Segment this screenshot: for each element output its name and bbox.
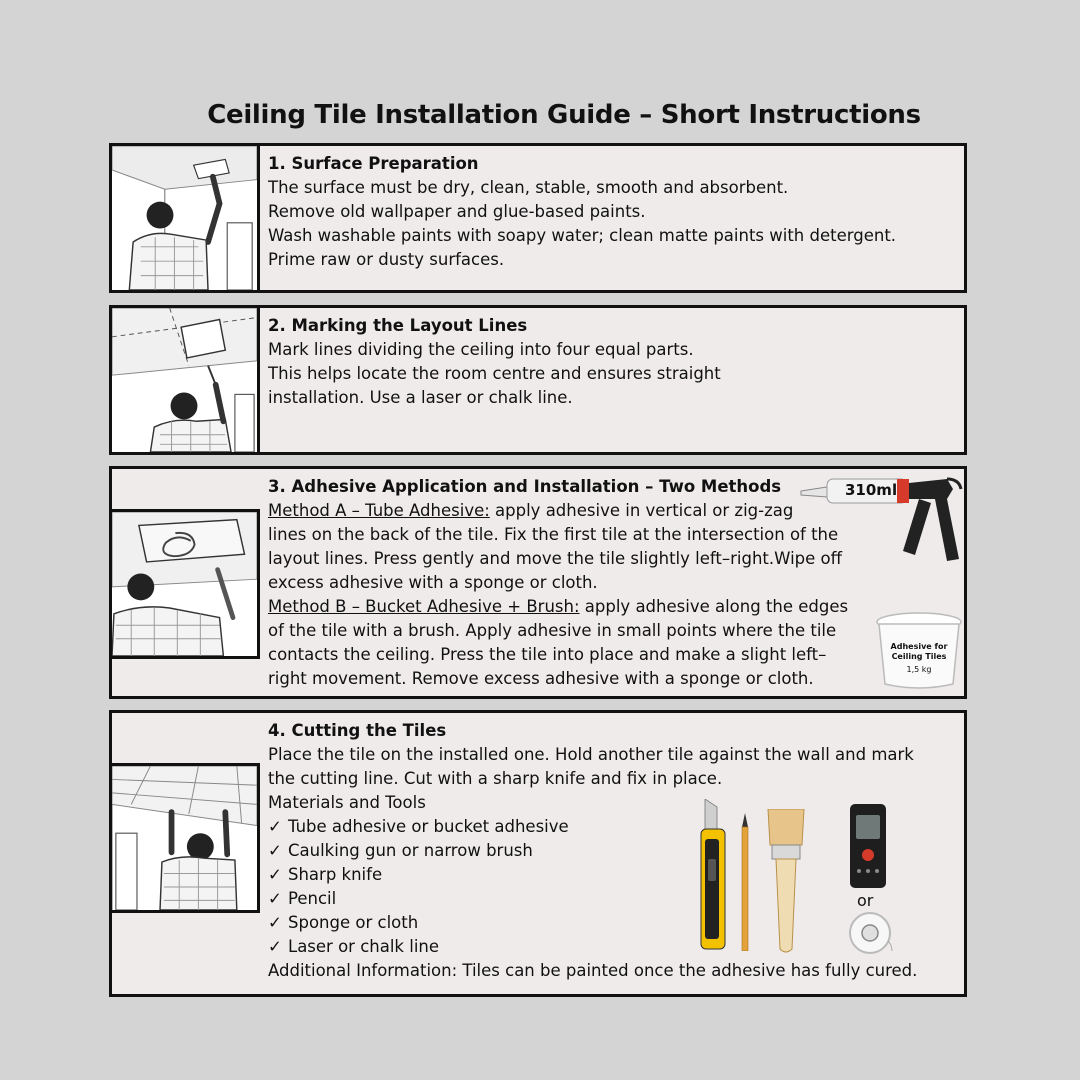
section-surface-preparation [109, 143, 967, 293]
method-b-label: Method B – Bucket Adhesive + Brush: [268, 597, 580, 616]
materials-heading: Materials and Tools [268, 793, 426, 812]
check-icon: ✓ [268, 889, 282, 908]
material-item: ✓ Caulking gun or narrow brush [268, 839, 956, 863]
adhesive-bucket-image [875, 612, 963, 692]
method-a-label: Method A – Tube Adhesive: [268, 501, 490, 520]
method-b-line: of the tile with a brush. Apply adhesive in small points where the tile [268, 621, 837, 640]
chalk-line-image [848, 911, 894, 957]
page-title: Ceiling Tile Installation Guide – Short Instructions [207, 100, 921, 130]
section-cutting-tiles [109, 710, 967, 997]
caulking-gun-image [797, 469, 967, 569]
material-item: ✓ Tube adhesive or bucket adhesive [268, 815, 956, 839]
section-4-line: the cutting line. Cut with a sharp knife and fix in place. [268, 769, 723, 788]
check-icon: ✓ [268, 865, 282, 884]
material-item: ✓ Laser or chalk line [268, 935, 956, 959]
check-icon: ✓ [268, 817, 282, 836]
bucket-weight: 1,5 kg [906, 665, 932, 674]
material-item: ✓ Sponge or cloth [268, 911, 956, 935]
section-4-heading: 4. Cutting the Tiles [268, 721, 447, 740]
section-3-heading: 3. Adhesive Application and Installation – Two Methods [268, 477, 782, 496]
section-2-line: Mark lines dividing the ceiling into four equal parts. [268, 340, 694, 359]
section-1-line: Prime raw or dusty surfaces. [268, 250, 505, 269]
section-1-line: Wash washable paints with soapy water; clean matte paints with detergent. [268, 226, 897, 245]
check-icon: ✓ [268, 913, 282, 932]
surface-preparation-illustration [109, 143, 260, 293]
section-marking-layout [109, 305, 967, 455]
method-a-line: excess adhesive with a sponge or cloth. [268, 573, 598, 592]
cutting-tiles-illustration [109, 763, 260, 913]
method-b-line: contacts the ceiling. Press the tile into place and make a slight left– [268, 645, 827, 664]
section-1-line: The surface must be dry, clean, stable, smooth and absorbent. [268, 178, 789, 197]
section-2-line: installation. Use a laser or chalk line. [268, 388, 573, 407]
material-item: ✓ Sharp knife [268, 863, 956, 887]
pencil-image [740, 813, 750, 951]
section-adhesive-application [109, 466, 967, 699]
or-label: or [857, 891, 874, 910]
method-a-line: lines on the back of the tile. Fix the first tile at the intersection of the [268, 525, 839, 544]
bucket-label-line: Ceiling Tiles [891, 652, 947, 661]
section-1-heading: 1. Surface Preparation [268, 154, 479, 173]
section-2-line: This helps locate the room centre and ensures straight [268, 364, 721, 383]
method-b-line: right movement. Remove excess adhesive with a sponge or cloth. [268, 669, 814, 688]
utility-knife-image [695, 799, 729, 951]
method-a-line: layout lines. Press gently and move the tile slightly left–right.Wipe off [268, 549, 842, 568]
adhesive-application-illustration [109, 509, 260, 659]
section-4-line: Place the tile on the installed one. Hold another tile against the wall and mark [268, 745, 914, 764]
section-2-heading: 2. Marking the Layout Lines [268, 316, 528, 335]
paint-brush-image [764, 809, 808, 953]
section-1-line: Remove old wallpaper and glue-based paints. [268, 202, 646, 221]
tube-volume-label: 310ml [845, 481, 898, 499]
method-a-line: apply adhesive in vertical or zig-zag [489, 501, 794, 520]
method-b-line: apply adhesive along the edges [579, 597, 849, 616]
marking-layout-illustration [109, 305, 260, 455]
additional-info: Additional Information: Tiles can be painted once the adhesive has fully cured. [268, 961, 918, 980]
bucket-label-line: Adhesive for [890, 642, 948, 651]
laser-meter-image [849, 803, 887, 889]
material-item: ✓ Pencil [268, 887, 956, 911]
check-icon: ✓ [268, 937, 282, 956]
check-icon: ✓ [268, 841, 282, 860]
